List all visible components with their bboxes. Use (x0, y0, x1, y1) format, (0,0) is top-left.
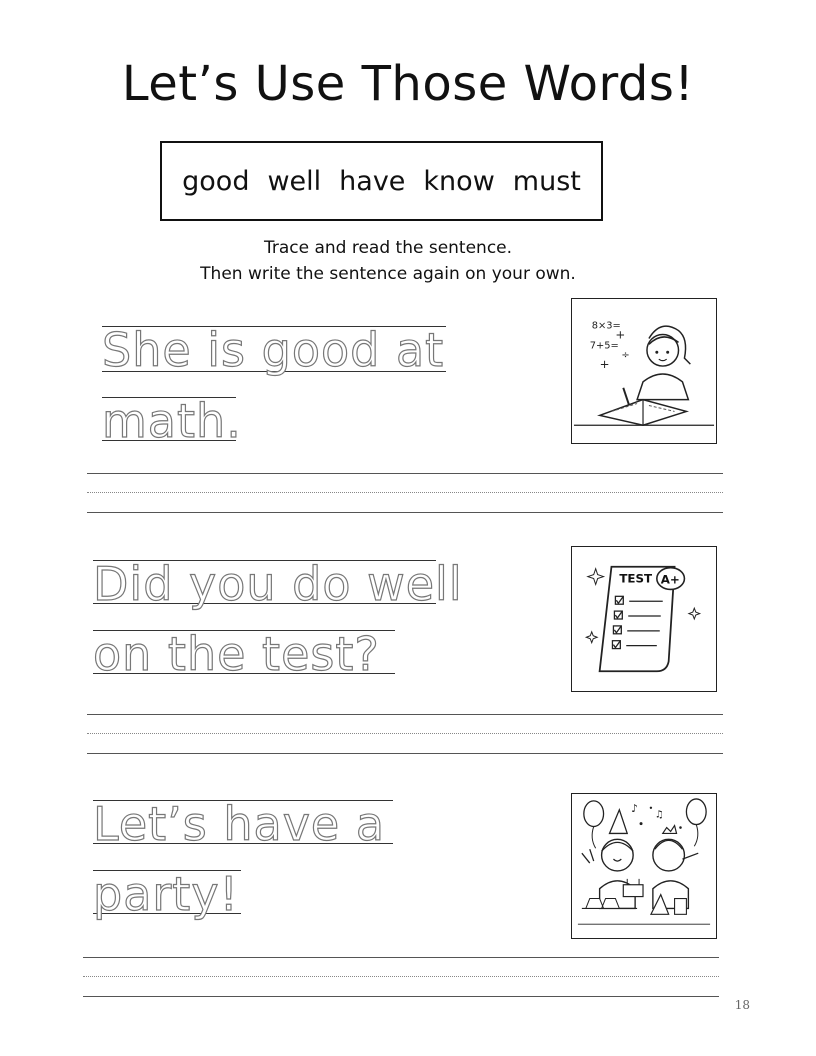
writing-lines-2[interactable] (87, 714, 723, 754)
word-bank-word: good (182, 165, 250, 197)
trace-line-3b (93, 867, 241, 921)
trace-line-2a (93, 557, 463, 611)
svg-text:♪: ♪ (631, 801, 639, 815)
writing-lines-1[interactable] (87, 473, 723, 513)
trace-line-2b (93, 627, 395, 681)
trace-sentence-text: Let’s have a (93, 797, 386, 851)
trace-sentence-text: party! (93, 867, 239, 921)
math-picture (571, 298, 717, 444)
word-bank (160, 141, 603, 221)
test-label: TEST (619, 571, 653, 586)
grade-label: A+ (660, 572, 680, 587)
girl-doing-math-icon (572, 299, 716, 443)
test-paper-icon (572, 547, 716, 691)
party-picture (571, 793, 717, 939)
math-text: 7+5= (589, 340, 619, 352)
party-girls-icon (572, 794, 716, 938)
word-bank-word: must (512, 165, 581, 197)
trace-line-1b (102, 394, 242, 448)
trace-sentence-text: math. (102, 394, 242, 448)
trace-sentence-text: on the test? (93, 627, 380, 681)
math-text: ÷ (621, 350, 630, 362)
test-picture (571, 546, 717, 692)
trace-sentence-text: She is good at (102, 323, 445, 377)
word-bank-word: know (423, 165, 495, 197)
math-text: 8×3= (591, 320, 621, 332)
page-number: 18 (734, 998, 750, 1012)
word-bank-word: have (339, 165, 406, 197)
trace-line-3a (93, 797, 393, 851)
page-title: Let’s Use Those Words! (121, 56, 695, 112)
math-text: + (599, 357, 610, 372)
instruction-line-2: Then write the sentence again on your own. (200, 264, 576, 284)
trace-sentence-text: Did you do well (93, 557, 463, 611)
writing-lines-3[interactable] (83, 957, 719, 997)
trace-line-1a (102, 323, 446, 377)
svg-text:♫: ♫ (654, 809, 664, 821)
word-bank-word: well (267, 165, 322, 197)
instruction-line-1: Trace and read the sentence. (263, 238, 513, 258)
math-text: + (615, 327, 626, 342)
